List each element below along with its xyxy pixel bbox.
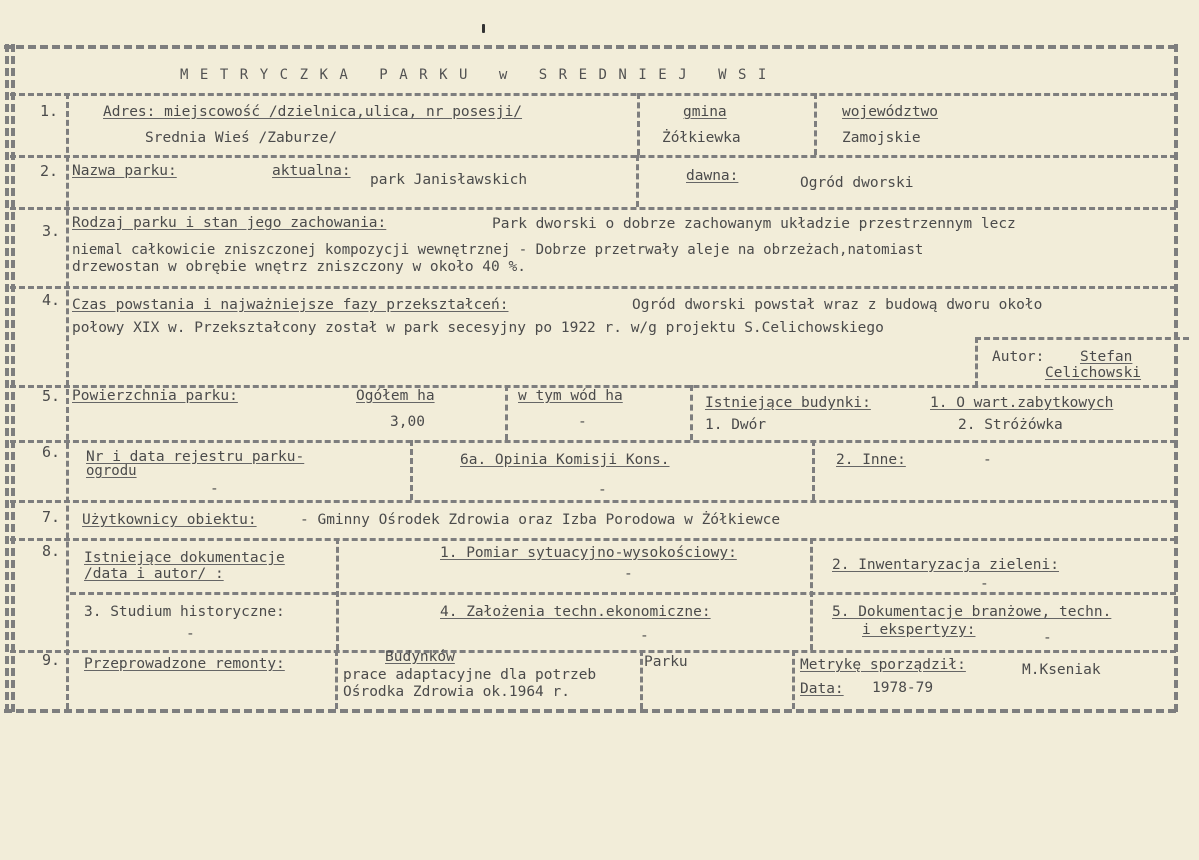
date-label: Data: (800, 681, 844, 697)
rule-r1-b (814, 93, 817, 155)
survey-label: 1. Pomiar sytuacyjno-wysokościowy: (440, 545, 737, 561)
repairs-line-2: Ośrodka Zdrowia ok.1964 r. (343, 684, 570, 700)
current-name-label: aktualna: (272, 163, 351, 179)
author-label: Autor: (992, 349, 1045, 365)
voivodeship-label: województwo (842, 104, 939, 120)
register-value: - (210, 481, 219, 497)
row-number-7: 7. (42, 508, 61, 526)
branch-docs-label-line-1: 5. Dokumentacje branżowe, techn. (832, 604, 1112, 620)
park-type-line-3: drzewostan w obrębie wnętrz zniszczony w około 40 %. (72, 259, 526, 275)
register-label-line-2: ogrodu (86, 463, 137, 479)
row-number-9: 9. (42, 651, 61, 669)
repairs-buildings-heading: Budynków (385, 649, 455, 665)
gmina-value: Żółkiewka (662, 130, 741, 146)
rule-row8a (70, 592, 1176, 595)
total-area-label: Ogółem ha (356, 388, 435, 404)
rule-r9-b (640, 650, 643, 709)
rule-row8 (10, 650, 1176, 653)
rule-row1 (10, 155, 1176, 158)
rule-author (975, 337, 1189, 340)
rule-row7 (10, 538, 1176, 541)
area-label: Powierzchnia parku: (72, 388, 238, 404)
repairs-line-1: prace adaptacyjne dla potrzeb (343, 667, 597, 683)
rule-r8-b (810, 538, 813, 650)
historical-study-label: 3. Studium historyczne: (84, 604, 285, 620)
former-name-label: dawna: (686, 168, 739, 184)
historical-study-value: - (186, 626, 195, 642)
row-number-2: 2. (40, 162, 59, 180)
card-border-top (4, 45, 1176, 49)
commission-opinion-value: - (598, 482, 607, 498)
rule-r1-a (637, 93, 640, 155)
prepared-by-value: M.Kseniak (1022, 662, 1101, 678)
rule-r2 (636, 155, 639, 207)
gmina-label: gmina (683, 104, 727, 120)
author-last-name: Celichowski (1045, 365, 1142, 381)
users-label: Użytkownicy obiektu: (82, 512, 257, 528)
repairs-park-heading: Parku (644, 654, 688, 670)
documentation-label-line-2: /data i autor/ : (84, 566, 224, 582)
rule-r5-a (505, 385, 508, 440)
rule-r8-a (336, 538, 339, 650)
rule-r9-a (335, 650, 338, 709)
branch-docs-value: - (1043, 630, 1052, 646)
existing-buildings-label: Istniejące budynki: (705, 395, 871, 411)
former-name-value: Ogród dworski (800, 175, 914, 191)
total-area-value: 3,00 (390, 414, 425, 430)
date-value: 1978-79 (872, 680, 934, 696)
history-phases-label: Czas powstania i najważniejsze fazy przekształceń: (72, 297, 509, 313)
other-value: - (983, 452, 992, 468)
card-border-left-inner (11, 44, 15, 712)
greenery-inventory-label: 2. Inwentaryzacja zieleni: (832, 557, 1059, 573)
users-value: - Gminny Ośrodek Zdrowia oraz Izba Porodowa w Żółkiewce (300, 512, 781, 528)
number-column-rule (66, 93, 69, 709)
commission-opinion-label: 6a. Opinia Komisji Kons. (460, 452, 670, 468)
card-title: METRYCZKA PARKU w SREDNIEJ WSI (180, 67, 778, 83)
rule-author-v (975, 337, 978, 387)
row-number-4: 4. (42, 291, 61, 309)
building-1: 1. Dwór (705, 417, 767, 433)
water-area-label: w tym wód ha (518, 388, 623, 404)
ink-mark (482, 24, 485, 33)
techno-economic-value: - (640, 628, 649, 644)
other-label: 2. Inne: (836, 452, 906, 468)
water-area-value: - (578, 414, 587, 430)
rule-r6-b (812, 440, 815, 500)
address-label: Adres: miejscowość /dzielnica,ulica, nr posesji/ (103, 104, 523, 120)
survey-value: - (624, 566, 633, 582)
current-name-value: park Janisławskich (370, 172, 528, 188)
park-type-line-2: niemal całkowicie zniszczonej kompozycji wewnętrznej - Dobrze przetrwały aleje na obrzeżach,natomiast (72, 242, 924, 258)
address-value: Srednia Wieś /Zaburze/ (145, 130, 338, 146)
park-type-label: Rodzaj parku i stan jego zachowania: (72, 215, 387, 231)
documentation-label-line-1: Istniejące dokumentacje (84, 550, 285, 566)
rule-row5 (10, 440, 1176, 443)
repairs-label: Przeprowadzone remonty: (84, 656, 285, 672)
voivodeship-value: Zamojskie (842, 130, 921, 146)
rule-r5-b (690, 385, 693, 440)
rule-row2 (10, 207, 1176, 210)
park-type-line-1: Park dworski o dobrze zachowanym układzie przestrzennym lecz (492, 216, 1016, 232)
monument-value-label: 1. O wart.zabytkowych (930, 395, 1114, 411)
rule-title (10, 93, 1176, 96)
branch-docs-label-line-2: i ekspertyzy: (862, 622, 976, 638)
register-label-line-1: Nr i data rejestru parku- (86, 449, 305, 465)
greenery-inventory-value: - (980, 576, 989, 592)
prepared-by-label: Metrykę sporządził: (800, 657, 966, 673)
rule-row6 (10, 500, 1176, 503)
row-number-3: 3. (42, 222, 61, 240)
history-phases-line-1: Ogród dworski powstał wraz z budową dworu około (632, 297, 1043, 313)
building-2: 2. Stróżówka (958, 417, 1063, 433)
history-phases-line-2: połowy XIX w. Przekształcony został w park secesyjny po 1922 r. w/g projektu S.Celichowskiego (72, 320, 884, 336)
rule-r6-a (410, 440, 413, 500)
row-number-6: 6. (42, 443, 61, 461)
row-number-5: 5. (42, 387, 61, 405)
row-number-8: 8. (42, 542, 61, 560)
card-border-right (1174, 44, 1178, 712)
row-number-1: 1. (40, 102, 59, 120)
techno-economic-label: 4. Założenia techn.ekonomiczne: (440, 604, 711, 620)
rule-row3 (10, 286, 1176, 289)
rule-r9-c (792, 650, 795, 709)
card-border-left (5, 44, 9, 712)
author-first-name: Stefan (1080, 349, 1133, 365)
park-name-label: Nazwa parku: (72, 163, 177, 179)
card-border-bottom (4, 709, 1176, 713)
